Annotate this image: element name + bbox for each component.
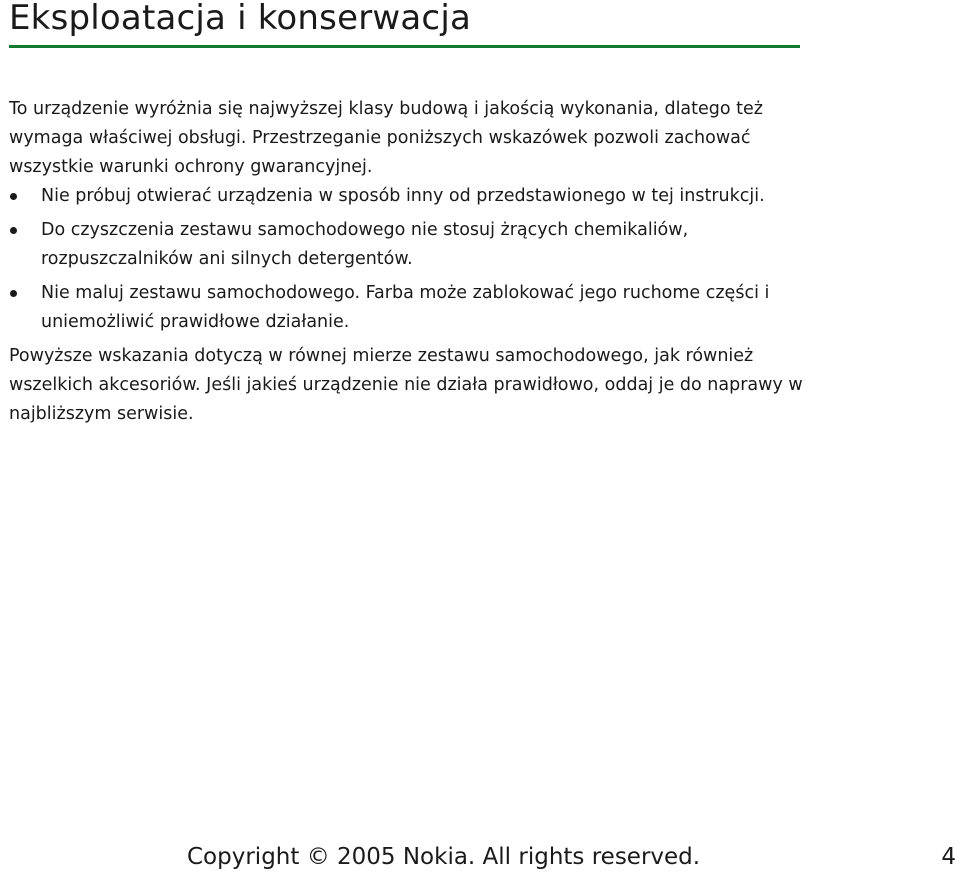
page-content [9,95,809,429]
care-instructions-list [9,182,809,337]
list-item [9,279,809,337]
bullet-icon [10,227,17,234]
footer-copyright: Copyright © 2005 Nokia. All rights reserved. [187,844,701,870]
list-item-text: Nie maluj zestawu samochodowego. Farba może zablokować jego ruchome części i uniemożliwić prawidłowe działanie. [41,283,770,332]
page-number: 4 [941,844,956,870]
closing-paragraph: Powyższe wskazania dotyczą w równej mierze zestawu samochodowego, jak również wszelkich akcesoriów. Jeśli jakieś urządzenie nie działa prawidłowo, oddaj je do naprawy w najbliższym serwisie. [9,346,803,424]
list-item [9,216,809,274]
page-title: Eksploatacja i konserwacja [9,0,472,38]
list-item [9,182,809,211]
bullet-icon [10,290,17,297]
bullet-icon [10,193,17,200]
title-underline [9,45,800,48]
intro-paragraph: To urządzenie wyróżnia się najwyższej klasy budową i jakością wykonania, dlatego też wymaga właściwej obsługi. Przestrzeganie poniższych wskazówek pozwoli zachować wszystkie warunki ochrony gwarancyjnej. [9,99,763,177]
list-item-text: Nie próbuj otwierać urządzenia w sposób inny od przedstawionego w tej instrukcji. [41,186,765,206]
list-item-text: Do czyszczenia zestawu samochodowego nie stosuj żrących chemikaliów, rozpuszczalników ani silnych detergentów. [41,220,689,269]
